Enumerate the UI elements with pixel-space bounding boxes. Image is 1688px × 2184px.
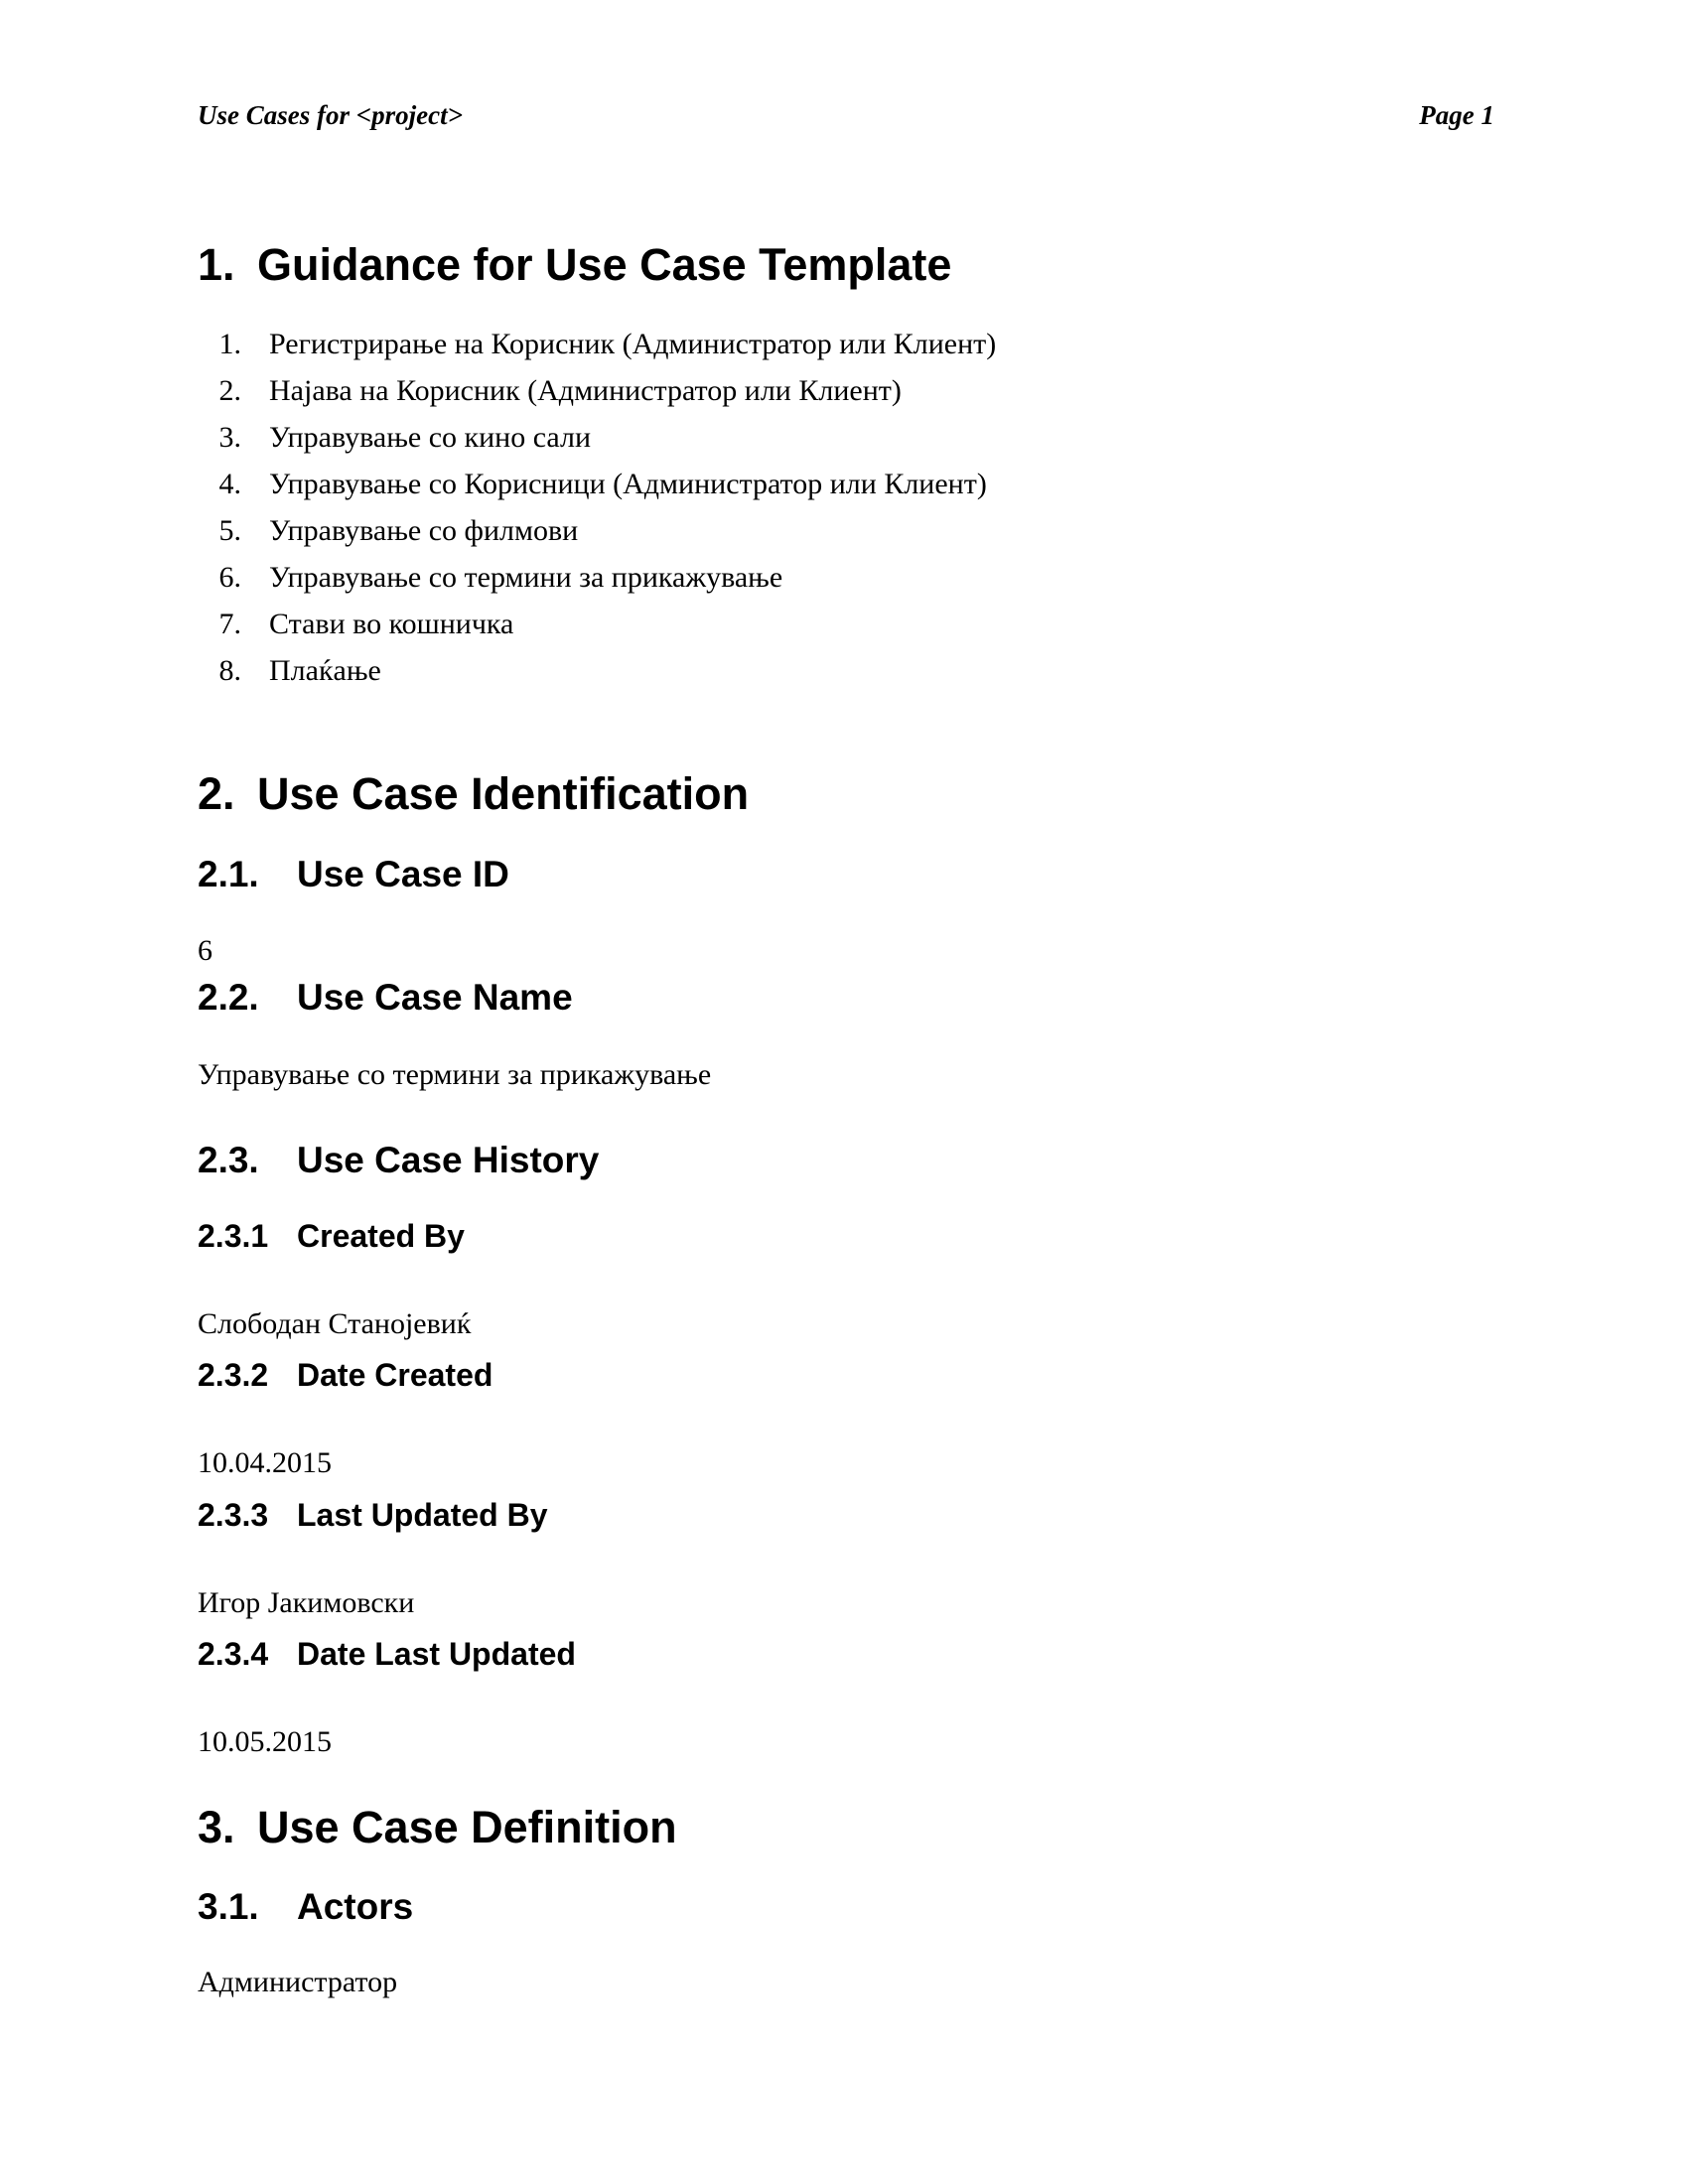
subsection-title: Use Case History (297, 1140, 600, 1180)
subsection-number: 2.3. (198, 1140, 259, 1180)
subsection-title: Last Updated By (297, 1497, 548, 1533)
list-item-number: 3. (218, 421, 241, 454)
subsection-heading-use-case-id (198, 853, 509, 896)
section-title: Use Case Identification (257, 768, 750, 819)
subsection-number: 2.1. (198, 854, 259, 894)
list-item-number: 7. (218, 608, 241, 640)
subsection-number: 2.3.2 (198, 1357, 269, 1393)
heading-date-created (198, 1356, 492, 1394)
section-title: Use Case Definition (257, 1802, 677, 1852)
heading-last-updated-by (198, 1496, 547, 1534)
list-item (198, 367, 996, 414)
section-1-heading (198, 238, 951, 292)
subsection-title: Actors (297, 1886, 414, 1927)
list-item-text: Управување со филмови (269, 514, 579, 547)
subsection-title: Date Last Updated (297, 1636, 576, 1672)
subsection-title: Created By (297, 1218, 465, 1254)
subsection-number: 2.3.1 (198, 1218, 269, 1254)
section-title: Guidance for Use Case Template (257, 239, 952, 290)
subsection-number: 2.2. (198, 977, 259, 1018)
list-item (198, 647, 996, 694)
use-case-id-value: 6 (198, 934, 212, 967)
running-header-title: Use Cases for <project> (198, 100, 463, 130)
subsection-heading-actors (198, 1885, 413, 1929)
use-case-name-value: Управување со термини за прикажување (198, 1058, 712, 1091)
subsection-number: 2.3.3 (198, 1497, 269, 1533)
list-item-text: Управување со термини за прикажување (269, 561, 783, 594)
list-item-number: 5. (218, 514, 241, 547)
section-3-heading (198, 1801, 677, 1854)
date-created-value: 10.04.2015 (198, 1446, 332, 1479)
list-item-text: Управување со кино сали (269, 421, 591, 454)
date-last-updated-value: 10.05.2015 (198, 1725, 332, 1758)
subsection-heading-use-case-history (198, 1139, 599, 1182)
heading-created-by (198, 1217, 465, 1255)
created-by-value: Слободан Станојевиќ (198, 1307, 472, 1340)
list-item (198, 414, 996, 461)
list-item-text: Стави во кошничка (269, 608, 514, 640)
list-item (198, 507, 996, 554)
list-item (198, 601, 996, 647)
subsection-title: Date Created (297, 1357, 493, 1393)
subsection-title: Use Case Name (297, 977, 573, 1018)
list-item-text: Управување со Корисници (Администратор или Клиент) (269, 468, 987, 500)
list-item-number: 8. (218, 654, 241, 687)
section-number: 3. (198, 1802, 235, 1852)
list-item-text: Регистрирање на Корисник (Администратор или Клиент) (269, 328, 997, 360)
section-number: 2. (198, 768, 235, 819)
list-item-number: 2. (218, 374, 241, 407)
subsection-number: 3.1. (198, 1886, 259, 1927)
list-item-text: Плаќање (269, 654, 381, 687)
list-item-text: Најава на Корисник (Администратор или Клиент) (269, 374, 902, 407)
subsection-heading-use-case-name (198, 976, 573, 1020)
last-updated-by-value: Игор Јакимовски (198, 1586, 415, 1619)
page-number: Page 1 (1419, 100, 1494, 130)
use-case-list (198, 321, 996, 694)
section-number: 1. (198, 239, 235, 290)
section-2-heading (198, 767, 749, 821)
list-item-number: 4. (218, 468, 241, 500)
subsection-title: Use Case ID (297, 854, 509, 894)
list-item-number: 1. (218, 328, 241, 360)
list-item (198, 554, 996, 601)
actors-value: Администратор (198, 1966, 398, 1998)
heading-date-last-updated (198, 1635, 576, 1673)
list-item (198, 461, 996, 507)
list-item (198, 321, 996, 367)
subsection-number: 2.3.4 (198, 1636, 269, 1672)
list-item-number: 6. (218, 561, 241, 594)
